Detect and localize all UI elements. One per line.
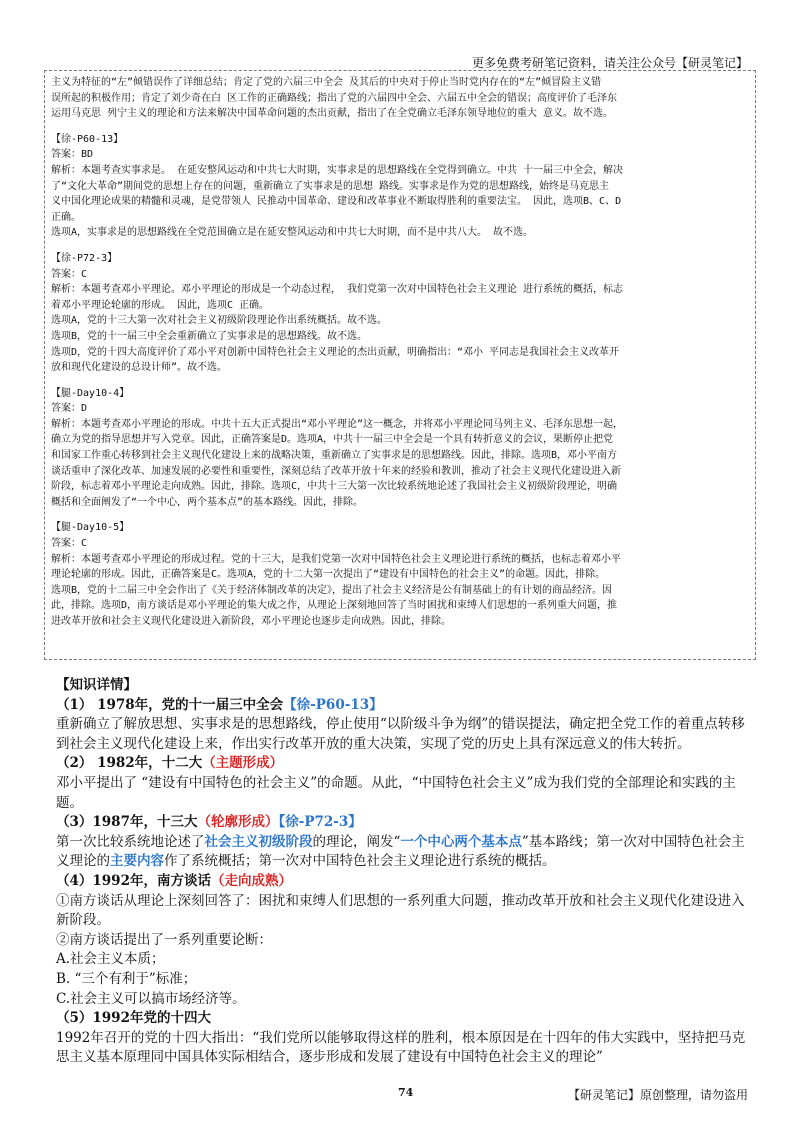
box-line: 阶段，标志着邓小平理论走向成熟。因此，排除。选项C，中共十三大第一次比较系统地论述了我国社会主义初级阶段理论，明确 xyxy=(51,481,618,493)
box-line: 误所起的积极作用；肯定了刘少奇在白 区工作的正确路线；指出了党的六届四中全会、六届五中全会的错误；高度评价了毛泽东 xyxy=(51,92,618,104)
box-line: 解析：本题考查邓小平理论的形成过程。党的十三大，是我们党第一次对中国特色社会主义理论进行系统的概括，也标志着邓小平 xyxy=(51,553,621,565)
box-line: 答案：BD xyxy=(51,149,94,161)
box-line: 选项B，党的十一届三中全会重新确立了实事求是的思想路线。故不选。 xyxy=(51,330,368,342)
box-spacer xyxy=(51,510,749,520)
section-4-heading: （4）1992年，南方谈话（走向成熟） xyxy=(56,872,292,889)
page-header: 更多免费考研笔记资料，请关注公众号【研灵笔记】 xyxy=(471,56,748,70)
knowledge-section xyxy=(56,676,756,1068)
box-line: 【徐-P60-13】 xyxy=(51,133,124,145)
box-line: 进改革开放和社会主义现代化建设进入新阶段，邓小平理论也逐步走向成熟。因此，排除。 xyxy=(51,616,451,627)
box-line: 【腿-Day10-5】 xyxy=(51,522,130,534)
box-line: 主义为特征的“左”倾错误作了详细总结；肯定了党的六届三中全会 及其后的中央对于停止当时党内存在的“左”倾冒险主义错 xyxy=(51,77,602,88)
box-line: 此，排除。选项D，南方谈话是邓小平理论的集大成之作，从理论上深刻地回答了当时困扰和束缚人们思想的一系列重大问题，推 xyxy=(51,600,618,612)
box-line: 着邓小平理论轮廓的形成。 因此，选项C 正确。 xyxy=(51,299,270,311)
section-3-heading: （3）1987年，十三大（轮廓形成）【徐-P72-3】 xyxy=(56,814,362,831)
section-2-heading: （2） 1982年，十二大（主题形成） xyxy=(56,755,284,772)
box-line: 答案：C xyxy=(51,538,88,550)
box-line: 选项D，党的十四大高度评价了邓小平对创新中国特色社会主义理论的杰出贡献，明确指出：“邓小 平同志是我国社会主义改革开 xyxy=(51,346,620,358)
box-line: 答案：D xyxy=(51,403,88,415)
section-4-point-2: ②南方谈话提出了一系列重要论断： xyxy=(56,931,272,948)
box-line: 选项B，党的十二届三中全会作出了《关于经济体制改革的决定》，提出了社会主义经济是公有制基础上的有计划的商品经济。因 xyxy=(51,584,613,596)
box-line: 概括和全面阐发了“一个中心，两个基本点”的基本路线。因此，排除。 xyxy=(51,496,364,508)
section-3-body: 第一次比较系统地论述了社会主义初级阶段的理论，阐发“一个中心两个基本点”基本路线；第一次对中国特色社会主义理论的主要内容作了系统概括；第一次对中国特色社会主义理论进行系统的概括。 xyxy=(56,833,745,870)
section-4-item-c: C.社会主义可以搞市场经济等。 xyxy=(56,990,246,1007)
box-line: 运用马克思 列宁主义的理论和方法来解决中国革命问题的杰出贡献，指出了在全党确立毛泽东领导地位的重大 意义。故不选。 xyxy=(51,108,614,120)
page-number: 74 xyxy=(398,1086,414,1099)
box-spacer xyxy=(51,122,749,132)
box-line: 放和现代化建设的总设计师”。故不选。 xyxy=(51,362,228,374)
section-4-point-1: ①南方谈话从理论上深刻回答了：困扰和束缚人们思想的一系列重大问题，推动改革开放和社会主义现代化建设进入新阶段。 xyxy=(56,892,745,929)
section-2-body: 邓小平提出了 “建设有中国特色的社会主义”的命题。从此，“中国特色社会主义”成为我们党的全部理论和实践的主题。 xyxy=(56,774,736,811)
box-line: 解析：本题考查邓小平理论的形成。中共十五大正式提出“邓小平理论”这一概念，并将邓小平理论同马列主义、毛泽东思想一起， xyxy=(51,418,624,430)
box-line: 答案：C xyxy=(51,268,88,280)
knowledge-title: 【知识详情】 xyxy=(56,677,137,693)
box-line: 选项A，实事求是的思想路线在全党范围确立是在延安整风运动和中共七大时期，而不是中共八大。 故不选。 xyxy=(51,227,534,239)
box-line: 正确。 xyxy=(51,211,81,223)
section-4-item-b: B. “三个有利于”标准； xyxy=(56,970,197,987)
box-line: 理论轮廓的形成。因此，正确答案是C。选项A，党的十二大第一次提出了“建设有中国特色的社会主义”的命题。因此，排除。 xyxy=(51,569,606,581)
box-line: 确立为党的指导思想并写入党章。因此，正确答案是D。选项A，中共十一届三中全会是一个具有转折意义的会议，果断停止把党 xyxy=(51,434,614,446)
box-spacer xyxy=(51,241,749,251)
box-line: 【腿-Day10-4】 xyxy=(51,387,130,399)
box-line: 解析：本题考查邓小平理论。邓小平理论的形成是一个动态过程， 我们党第一次对中国特色社会主义理论 进行系统的概括，标志 xyxy=(51,284,624,296)
section-5-body: 1992年召开的党的十四大指出：“我们党所以能够取得这样的胜利，根本原因是在十四年的伟大实践中，坚持把马克思主义基本原理同中国具体实际相结合，逐步形成和发展了建设有中国特色社会主义的理论” xyxy=(56,1029,746,1066)
box-line: 义中国化理论成果的精髓和灵魂，是党带领人 民推动中国革命、建设和改革事业不断取得胜利的重要法宝。 因此，选项B、C、D xyxy=(51,196,622,208)
box-spacer xyxy=(51,376,749,386)
box-line: 选项A，党的十三大第一次对社会主义初级阶段理论作出系统概括。故不选。 xyxy=(51,315,388,327)
box-line: 谈话重申了深化改革、加速发展的必要性和重要性，深刻总结了改革开放十年来的经验和教训，推动了社会主义现代化建设进入新 xyxy=(51,465,621,477)
section-1-heading: （1） 1978年，党的十一届三中全会【徐-P60-13】 xyxy=(56,696,383,713)
box-line: 和国家工作重心转移到社会主义现代化建设上来的战略决策，重新确立了实事求是的思想路线。因此，排除。选项B，邓小平南方 xyxy=(51,450,618,462)
section-1-body: 重新确立了解放思想、实事求是的思想路线，停止使用“以阶级斗争为纲”的错误提法，确定把全党工作的着重点转移到社会主义现代化建设上来，作出实行改革开放的重大决策，实现了党的历史上具有深远意义的伟大转折。 xyxy=(56,716,745,752)
footer-note: 【研灵笔记】原创整理，请勿盗用 xyxy=(567,1088,748,1102)
section-5-heading: （5）1992年党的十四大 xyxy=(56,1010,211,1027)
section-4-item-a: A.社会主义本质； xyxy=(56,951,165,968)
box-line: 了“文化大革命”期间党的思想上存在的问题，重新确立了实事求是的思想 路线。实事求是作为党的思想路线，始终是马克思主 xyxy=(51,180,610,192)
answer-box xyxy=(44,70,756,660)
box-line: 【徐-P72-3】 xyxy=(51,252,118,264)
box-line: 解析：本题考查实事求是。 在延安整风运动和中共七大时期，实事求是的思想路线在全党得到确立。中共 十一届三中全会，解决 xyxy=(51,164,624,176)
